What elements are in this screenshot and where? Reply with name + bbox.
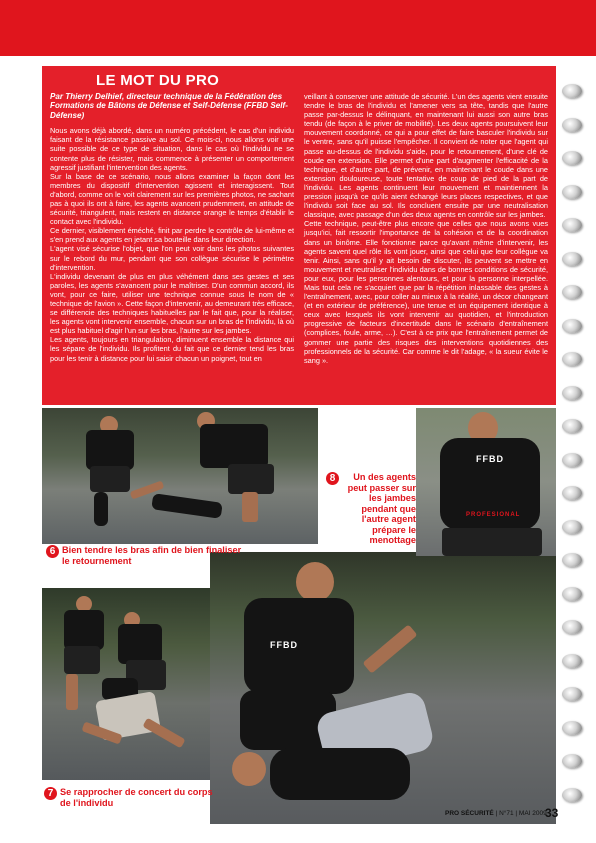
spiral-binding-ring-icon [562, 587, 582, 601]
spiral-binding-ring-icon [562, 486, 582, 500]
caption-8 [326, 472, 416, 546]
person-head [232, 752, 266, 786]
spiral-binding-ring-icon [562, 620, 582, 634]
person-head [296, 562, 334, 602]
spiral-binding-ring-icon [562, 118, 582, 132]
spiral-binding-ring-icon [562, 721, 582, 735]
agent-shorts [90, 466, 130, 492]
article-title: LE MOT DU PRO [96, 72, 220, 89]
photo-7 [42, 588, 229, 780]
suspect-torso [270, 748, 410, 800]
spiral-binding-ring-icon [562, 754, 582, 768]
article-box [42, 66, 556, 405]
caption-6 [46, 545, 246, 566]
article-column-2 [304, 92, 548, 365]
spiral-binding [554, 56, 596, 843]
paragraph: L'individu devenant de plus en plus véhément dans ses gestes et ses paroles, les agents s'avancent pour le maîtriser. D'un commun accord, ils vont, pour ce faire, utiliser une technique connue sous le nom de « technique de l'avion ». Cette façon d'intervenir, au demeurant très efficace, se différencie des techniques habituelles par le fait que, pour la réaliser, les agents vont intervenir ensemble, chacun sur un bras de l'individu, là où est plus habituel d'agir l'un sur les bras, l'autre sur les jambes. [50, 271, 294, 336]
spiral-binding-ring-icon [562, 788, 582, 802]
photo-6 [42, 408, 318, 544]
spiral-binding-ring-icon [562, 520, 582, 534]
suspect-leg [363, 624, 418, 673]
agent-figure [118, 624, 162, 664]
agent-shorts [442, 528, 542, 556]
agent-figure [64, 610, 104, 650]
paragraph: Nous avons déjà abordé, dans un numéro précédent, le cas d'un individu faisant de la résistance passive au sol. Ce mois-ci, nous allons voir une suite possible de ce type de situation, dans le cas où l'individu ne se contente plus de résister, mais commence à présenter un comportement agressif justifiant l'intervention des agents. [50, 126, 294, 172]
spiral-binding-ring-icon [562, 252, 582, 266]
paragraph: veillant à conserver une attitude de sécurité. L'un des agents vient ensuite tendre le bras de l'individu et l'amener vers sa tête, tandis que l'autre passe par-dessus le délinquant, en maintenant lui aussi son autre bras tendu (de façon à le priver de mobilité). Les deux agents poursuivent leur mouvement coordonné, ce qui a pour effet de faire basculer l'individu sur le ventre, sans qu'il puisse l'empêcher. Il convient de noter que l'agent qui passe au-dessus de l'individu s'aide, pour le retournement, d'une clé de coude en extension. Elle permet d'une part d'augmenter l'efficacité de la technique, et d'autre part, de prévenir, en maintenant le coude dans une extension douloureuse, toute tentative de coup de pied de la part de l'individu. Les agents continuent leur mouvement et maintiennent la pression jusqu'à ce qu'ils aient échangé leurs places respectives, et que l'individu soit face au sol. Ils concluent ensuite par une neutralisation classique, avec passage d'un des deux agents en contrôle sur les jambes. [304, 92, 548, 220]
spiral-binding-ring-icon [562, 84, 582, 98]
paragraph: Les agents, toujours en triangulation, diminuent ensemble la distance qui les sépare de l'individu. Ils profitent du fait que ce dernier tend les bras pour les tenir à distance pour lui saisir chacun un poignet, tout en [50, 335, 294, 363]
issue-number: N°71 [499, 810, 514, 817]
spiral-binding-ring-icon [562, 654, 582, 668]
top-red-band [0, 0, 596, 56]
paragraph: L'agent visé sécurise l'objet, que l'on peut voir dans les photos suivantes sur le rebord du mur, pendant que son collègue sécurise le périmètre d'intervention. [50, 244, 294, 272]
caption-number-badge: 8 [326, 472, 339, 485]
issue-date: MAI 2009 [518, 810, 547, 817]
agent-leg [242, 492, 258, 522]
suspect-leg [142, 718, 185, 749]
spiral-binding-ring-icon [562, 151, 582, 165]
spiral-binding-ring-icon [562, 553, 582, 567]
photo-8-standing-agent [416, 408, 556, 556]
spiral-binding-ring-icon [562, 285, 582, 299]
caption-text: Bien tendre les bras afin de bien finaliser le retournement [62, 545, 242, 566]
caption-text: Un des agents peut passer sur les jambes pendant que l'autre agent prépare le menottage [347, 472, 416, 545]
page-footer: PRO SÉCURITÉ | N°71 | MAI 2009 [445, 810, 547, 817]
spiral-binding-ring-icon [562, 386, 582, 400]
agent-shorts [228, 464, 274, 494]
spiral-binding-ring-icon [562, 319, 582, 333]
caption-number-badge: 6 [46, 545, 59, 558]
shirt-print: PROFESIONAL [466, 512, 521, 518]
paragraph: Ce dernier, visiblement éméché, finit par perdre le contrôle de lui-même et s'en prend aux agents en jetant sa bouteille dans leur direction. [50, 226, 294, 245]
spiral-binding-ring-icon [562, 352, 582, 366]
agent-leg [66, 674, 78, 710]
article-byline: Par Thierry Delhief, directeur technique de la Fédération des Formations de Bâtons de Défense et Self-Défense (FFBD Self-Défense) [50, 92, 288, 120]
agent-figure [86, 430, 134, 470]
agent-shorts [64, 646, 100, 674]
agent-figure [200, 424, 268, 468]
shirt-print: FFBD [476, 454, 504, 464]
caption-number-badge: 7 [44, 787, 57, 800]
caption-7 [44, 787, 214, 808]
page-number: 33 [545, 806, 559, 820]
article-column-1 [50, 92, 294, 365]
agent-leg [94, 492, 108, 526]
magazine-name: PRO SÉCURITÉ [445, 810, 494, 817]
spiral-binding-ring-icon [562, 218, 582, 232]
caption-text: Se rapprocher de concert du corps de l'individu [60, 787, 213, 808]
spiral-binding-ring-icon [562, 687, 582, 701]
shirt-print: FFBD [270, 640, 298, 650]
spiral-binding-ring-icon [562, 453, 582, 467]
suspect-figure [151, 493, 223, 519]
spiral-binding-ring-icon [562, 185, 582, 199]
spiral-binding-ring-icon [562, 419, 582, 433]
agent-figure [244, 598, 354, 694]
photo-8-main [210, 552, 559, 824]
paragraph: Cette technique, peut-être plus encore que celles que nous avons vues jusqu'ici, fait ressortir l'importance de la cohésion et de la coordination dans un binôme. Elle fonctionne parce qu'avant même d'intervenir, les agents savent quel rôle ils vont jouer, ainsi que celui que leur collègue va tenir. Ainsi, sans qu'il y ait besoin de discuter, ils peuvent se mettre en mouvement et neutraliser l'individu dans de bonnes conditions de sécurité, pour eux, pour les personnes alentours, et pour la personne interpellée. Mais tout cela ne s'acquiert que par la répétition inlassable des gestes à l'entraînement, avec, pour coller au mieux à la réalité, un décor changeant (et en extérieur de préférence), une tenue et un équipement identique à ceux avec lesquels ils vont intervenir au quotidien, et l'introduction progressive de facteurs d'incertitude dans le scénario d'entraînement (complices, foule, arme, …). C'est à ce prix que l'entraînement permet de gommer une partie des risques des interventions quotidiennes des professionnels de la sécurité. Car comme le dit l'adage, « la sueur évite le sang ». [304, 219, 548, 365]
paragraph: Sur la base de ce scénario, nous allons examiner la façon dont les membres du dispositif d'intervention agissent et interagissent. Tout d'abord, comme on le voit clairement sur les premières photos, ne sachant pas à quoi ils ont à faire, les agents avancent prudemment, en attitude de sécurité, triangulent, mais restent en distance orange le temps d'établir le contact avec l'individu. [50, 171, 294, 227]
